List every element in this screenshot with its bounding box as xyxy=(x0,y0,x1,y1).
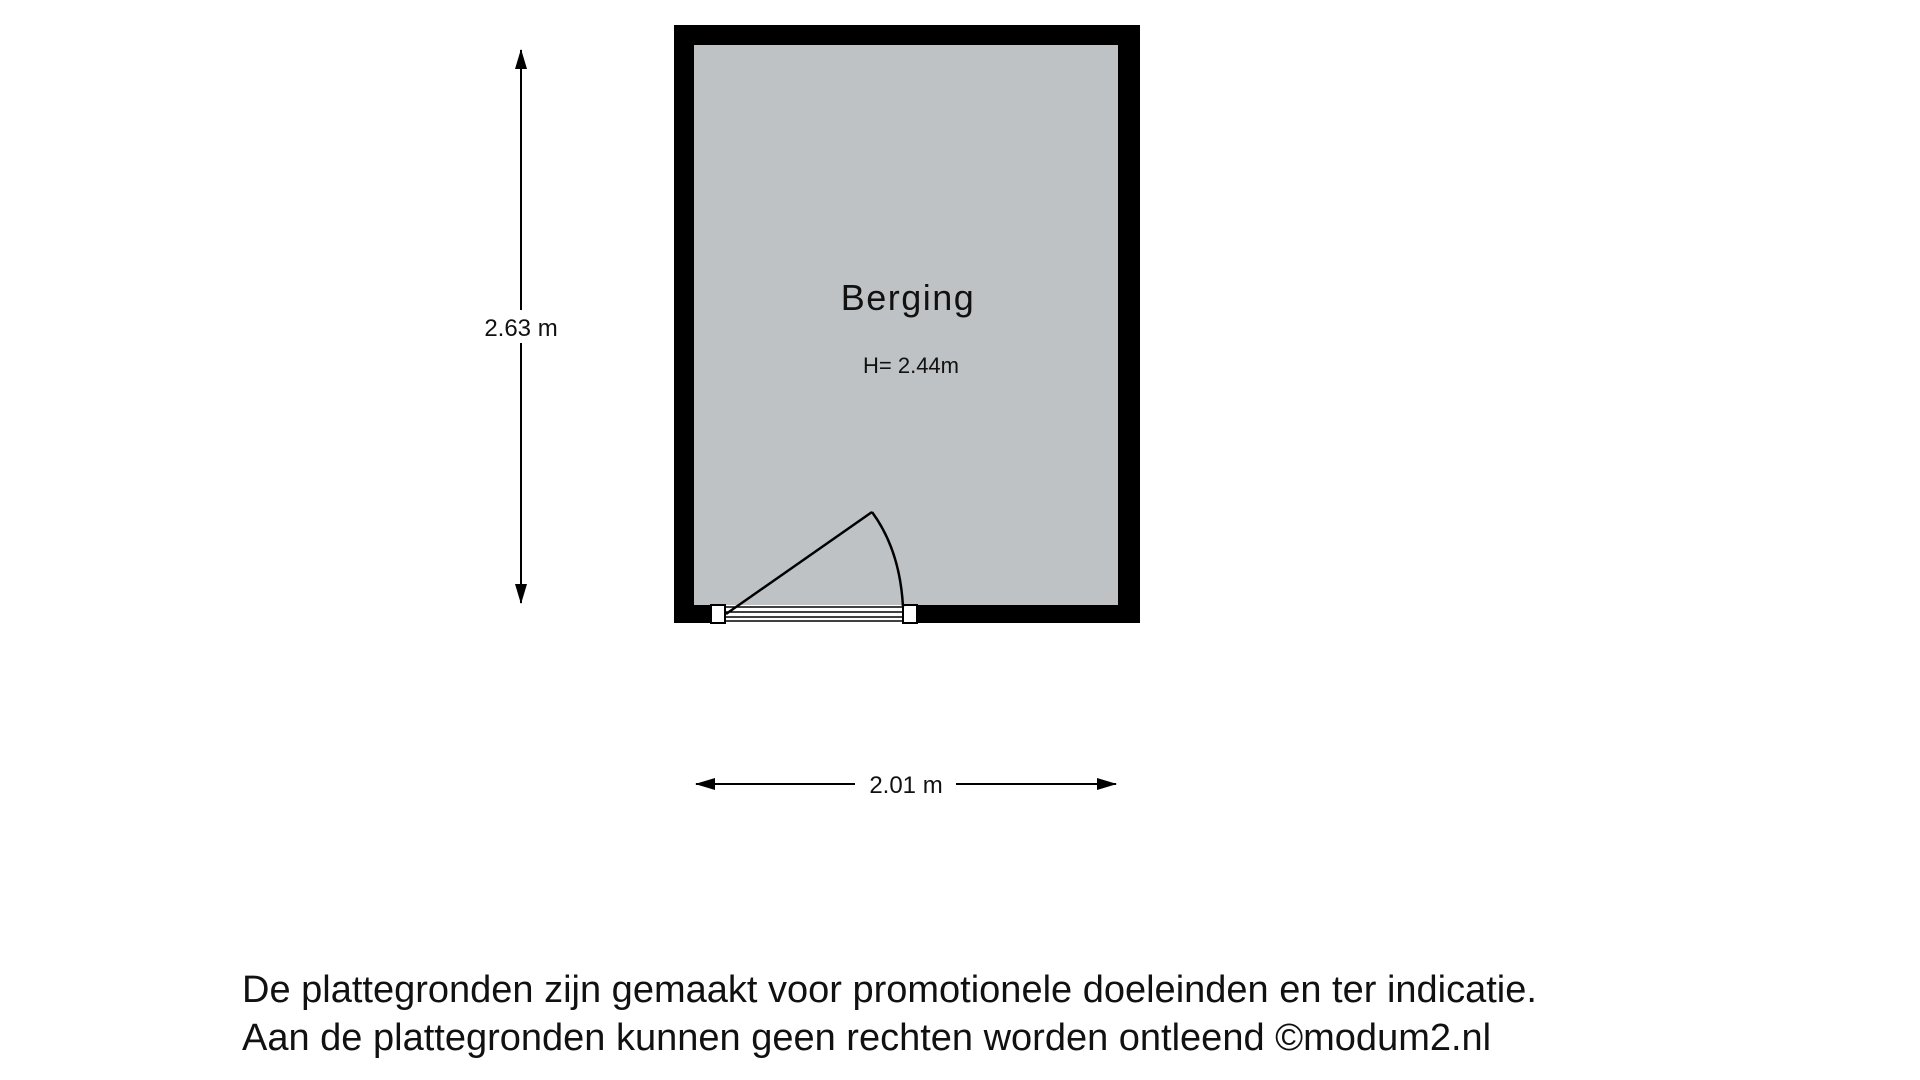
disclaimer-line-1: De plattegronden zijn gemaakt voor promotionele doeleinden en ter indicatie. xyxy=(242,969,1537,1011)
disclaimer-line-2: Aan de plattegronden kunnen geen rechten worden ontleend ©modum2.nl xyxy=(242,1017,1492,1059)
vertical-dimension xyxy=(484,50,557,603)
room-floor xyxy=(694,45,1118,605)
vertical-dimension-label: 2.63 m xyxy=(484,315,558,342)
disclaimer xyxy=(242,966,1842,1062)
horizontal-dimension-label: 2.01 m xyxy=(869,772,943,799)
door-jamb-left xyxy=(711,605,725,623)
room-height-label: H= 2.44m xyxy=(863,353,959,378)
room-name-label: Berging xyxy=(840,277,976,318)
horizontal-dimension xyxy=(696,772,1116,799)
door-jamb-right xyxy=(903,605,917,623)
